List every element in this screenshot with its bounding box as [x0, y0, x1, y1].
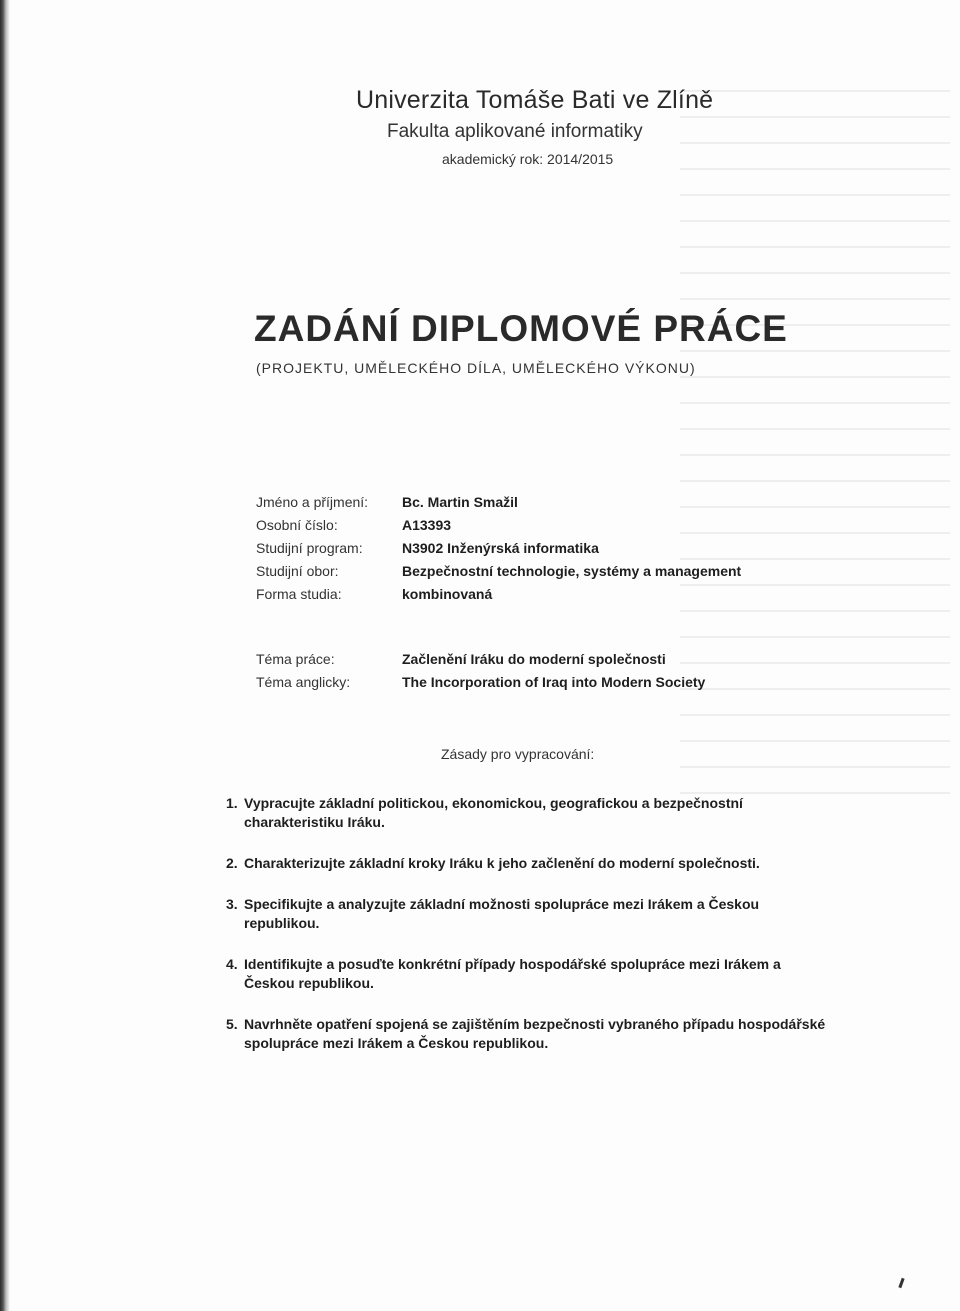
document-header [356, 86, 713, 167]
task-text: Identifikujte a posuďte konkrétní případy hospodářské spolupráce mezi Irákem a Českou republikou. [244, 956, 781, 991]
task-number: 3. [226, 896, 238, 912]
task-text: Specifikujte a analyzujte základní možnosti spolupráce mezi Irákem a Českou republikou. [244, 896, 760, 931]
task-list [226, 794, 846, 1075]
form-value: kombinovaná [402, 585, 493, 602]
student-info [256, 490, 741, 693]
form-label: Forma studia: [256, 585, 342, 602]
name-label: Jméno a příjmení: [256, 493, 369, 510]
academic-year: akademický rok: 2014/2015 [442, 151, 614, 167]
task-text: Navrhněte opatření spojená se zajištěním bezpečnosti vybraného případu hospodářské spolupráce mezi Irákem a Českou republikou. [244, 1016, 826, 1051]
info-row-program [256, 536, 741, 559]
task-number: 5. [226, 1016, 238, 1032]
info-row-name [256, 490, 741, 513]
info-row-field [256, 559, 741, 582]
scan-edge [0, 0, 10, 1311]
topic-cz-label: Téma práce: [256, 650, 335, 667]
list-item [226, 794, 846, 832]
list-item [226, 1015, 846, 1053]
topic-en-value: The Incorporation of Iraq into Modern Society [402, 673, 706, 690]
topic-cz-value: Začlenění Iráku do moderní společnosti [402, 650, 666, 667]
list-item [226, 955, 846, 993]
program-value: N3902 Inženýrská informatika [402, 539, 599, 556]
topic-en-label: Téma anglicky: [256, 673, 351, 690]
id-value: A13393 [402, 516, 452, 533]
info-row-topic-en [256, 670, 741, 693]
document-title: ZADÁNÍ DIPLOMOVÉ PRÁCE [254, 308, 788, 349]
field-label: Studijní obor: [256, 562, 339, 579]
id-label: Osobní číslo: [256, 516, 338, 533]
info-row-id [256, 513, 741, 536]
program-label: Studijní program: [256, 539, 363, 556]
principles-heading: Zásady pro vypracování: [441, 746, 595, 762]
spacer [256, 605, 741, 647]
scan-speck [898, 1278, 904, 1288]
task-text: Charakterizujte základní kroky Iráku k jeho začlenění do moderní společnosti. [244, 855, 760, 871]
university-name: Univerzita Tomáše Bati ve Zlíně [356, 86, 714, 114]
list-item [226, 854, 846, 873]
task-number: 4. [226, 956, 238, 972]
field-value: Bezpečnostní technologie, systémy a management [402, 562, 742, 579]
document-subtitle: (PROJEKTU, UMĚLECKÉHO DÍLA, UMĚLECKÉHO VÝKONU) [256, 360, 696, 376]
task-text: Vypracujte základní politickou, ekonomickou, geografickou a bezpečnostní charakteristiku Iráku. [244, 795, 743, 830]
faculty-name: Fakulta aplikované informatiky [387, 121, 643, 142]
name-value: Bc. Martin Smažil [402, 493, 518, 510]
list-item [226, 895, 846, 933]
info-row-topic-cz [256, 647, 741, 670]
task-number: 2. [226, 855, 238, 871]
task-number: 1. [226, 795, 238, 811]
show-through-text [680, 90, 950, 810]
info-row-form [256, 582, 741, 605]
